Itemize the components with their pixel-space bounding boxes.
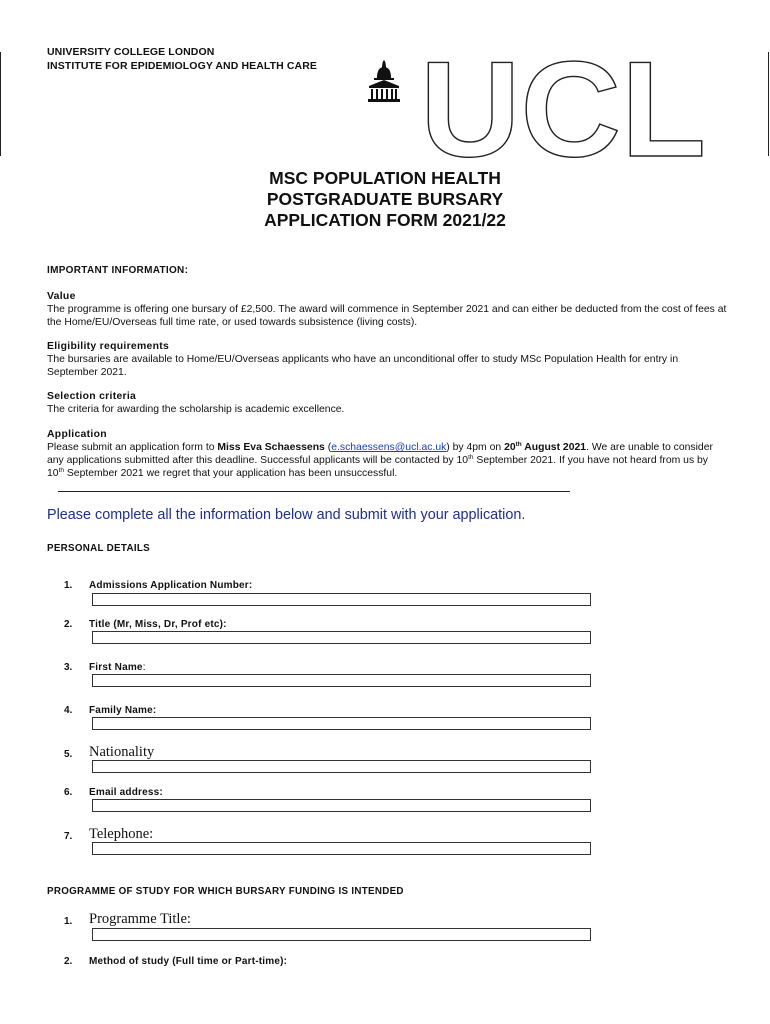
selection-label: Selection criteria [47,391,137,402]
question-number: 7. [64,831,73,842]
value-label: Value [47,291,76,302]
question-label: Family Name: [89,705,157,716]
title-field[interactable] [92,631,591,644]
application-label: Application [47,429,107,440]
first-name-label: First Name [89,662,143,673]
section-divider [58,491,570,492]
question-label: Nationality [89,744,155,760]
deadline-day: 20 [504,442,516,453]
question-label [89,662,146,673]
email-field[interactable] [92,799,591,812]
question-number: 5. [64,749,73,760]
form-instruction: Please complete all the information below and submit with your application. [47,507,526,523]
question-label: Method of study (Full time or Part-time): [89,956,288,967]
telephone-field[interactable] [92,842,591,855]
eligibility-section [47,340,727,379]
form-title [0,168,770,231]
ucl-logo-text: UCL [420,58,706,158]
question-number: 6. [64,787,73,798]
deadline-date [504,442,586,453]
deadline-ordinal: th [515,441,522,448]
nationality-field[interactable] [92,760,591,773]
portico-icon [368,60,400,102]
programme-heading: PROGRAMME OF STUDY FOR WHICH BURSARY FUNDING IS INTENDED [47,886,404,897]
question-label: Admissions Application Number: [89,580,253,591]
ordinal: th [58,467,64,474]
eligibility-text: The bursaries are available to Home/EU/Overseas applicants who have an unconditional offer to study MSc Population Health for entry in September 2021. [47,354,679,378]
value-section [47,290,727,329]
selection-text: The criteria for awarding the scholarship is academic excellence. [47,404,345,415]
question-label: Email address: [89,787,163,798]
personal-details-heading: PERSONAL DETAILS [47,543,150,554]
question-number: 3. [64,662,73,673]
application-text [47,441,727,480]
application-text-part: September 2021 we regret that your application has been unsuccessful. [63,468,398,479]
first-name-field[interactable] [92,674,591,687]
title-line-3: APPLICATION FORM 2021/22 [264,210,506,230]
selection-section [47,390,727,416]
label-colon: : [142,662,146,673]
question-label: Telephone: [89,826,154,842]
family-name-field[interactable] [92,717,591,730]
important-info-heading: IMPORTANT INFORMATION: [47,265,189,276]
question-label: Programme Title: [89,911,191,927]
question-number: 1. [64,580,73,591]
org-name: UNIVERSITY COLLEGE LONDON [47,46,215,58]
programme-title-field[interactable] [92,928,591,941]
question-number: 2. [64,956,73,967]
deadline-month: August 2021 [521,442,587,453]
application-text-part: ) by 4pm on [446,442,505,453]
ordinal: th [468,454,474,461]
page-edge-right [768,52,769,156]
organisation-header [47,45,317,73]
eligibility-label: Eligibility requirements [47,341,170,352]
contact-name: Miss Eva Schaessens [217,442,325,453]
application-text-part: September 2021. If you have not heard from us by 10 [47,455,709,479]
ucl-logo [368,58,708,158]
application-text-part: Please submit an application form to [47,442,218,453]
question-number: 4. [64,705,73,716]
value-text: The programme is offering one bursary of £2,500. The award will commence in September 2021 and can either be deducted from the cost of fees at the Home/EU/Overseas full time rate, or used towards subsistence (living costs). [47,304,727,328]
application-text-part: . We are unable to consider any applications submitted after this deadline. Successful applicants will be contacted by 10 [47,442,713,466]
question-label: Title (Mr, Miss, Dr, Prof etc): [89,619,227,630]
question-number: 1. [64,916,73,927]
question-number: 2. [64,619,73,630]
admissions-number-field[interactable] [92,593,591,606]
title-line-2: POSTGRADUATE BURSARY [266,189,504,209]
title-line-1: MSC POPULATION HEALTH [269,168,501,188]
application-section [47,428,727,480]
page-edge-left [0,52,1,156]
contact-email-link[interactable]: e.schaessens@ucl.ac.uk [331,442,447,453]
institute-name: INSTITUTE FOR EPIDEMIOLOGY AND HEALTH CARE [47,60,318,72]
application-text-part: ( [324,442,332,453]
